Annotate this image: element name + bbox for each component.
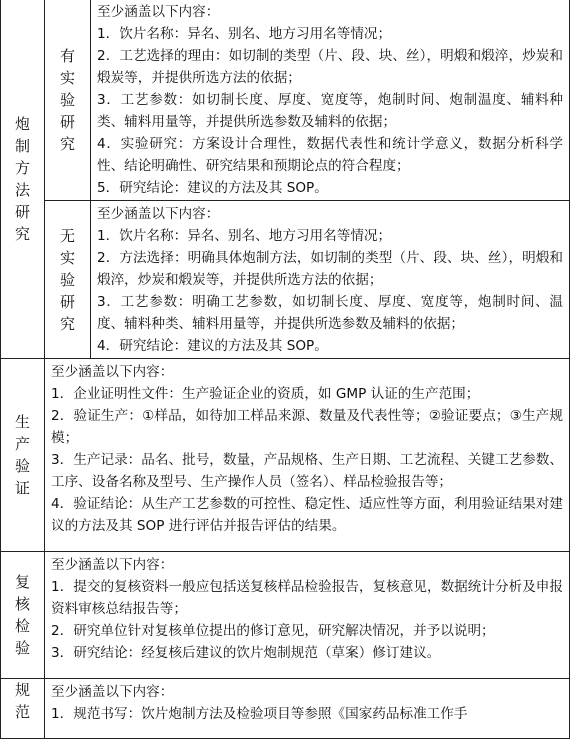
content-line: 1．饮片名称：异名、别名、地方习用名等情况；: [97, 228, 392, 244]
category-char: 证: [14, 479, 30, 497]
category-char: 核: [14, 595, 30, 613]
content-line: 至少涵盖以下内容：: [97, 206, 220, 222]
content-line: 1．规范书写：饮片炮制方法及检验项目等参照《国家药品标准工作手: [51, 706, 468, 722]
content-line: 2．验证生产：①样品，如待加工样品来源、数量及代表性等；②验证要点；③生产规模；: [51, 408, 563, 446]
category-char: 复: [14, 573, 30, 591]
subcategory-cell-with-experiment: [45, 0, 91, 201]
content-line: 2．研究单位针对复核单位提出的修订意见，研究解决情况，并予以说明；: [51, 623, 495, 639]
content-line: 至少涵盖以下内容：: [51, 364, 174, 380]
content-line: 3．研究结论：经复核后建议的饮片炮制规范（草案）修订建议。: [51, 645, 441, 661]
subcategory-cell-without-experiment: [45, 201, 91, 359]
table-row: [1, 679, 570, 739]
content-cell: [45, 552, 570, 679]
content-line: 3．生产记录：品名、批号，数量，产品规格、生产日期、工艺流程、关键工艺参数、工序、设备名称及型号、生产操作人员（签名）、样品检验报告等；: [51, 452, 563, 490]
subcategory-char: 无: [59, 226, 75, 245]
category-char: 生: [14, 413, 30, 431]
content-cell: [45, 679, 570, 739]
category-char: 检: [14, 617, 30, 635]
content-line: 1．企业证明性文件：生产验证企业的资质，如 GMP 认证的生产范围；: [51, 386, 480, 402]
subcategory-char: 验: [59, 270, 75, 289]
table-row: [1, 201, 570, 359]
content-line: 至少涵盖以下内容：: [51, 557, 174, 573]
content-cell: [91, 201, 570, 359]
category-char: 规: [14, 681, 30, 699]
subcategory-char: 研: [59, 112, 75, 131]
table-row: [1, 359, 570, 552]
category-char: 验: [14, 457, 30, 475]
content-line: 3．工艺参数：明确工艺参数，如切制长度、厚度、宽度等，炮制时间、温度、辅料种类、辅料用量等，并提供所选参数及辅料的依据；: [97, 294, 563, 332]
content-line: 1．饮片名称：异名、别名、地方习用名等情况；: [97, 26, 392, 42]
category-char: 法: [14, 180, 30, 199]
category-char: 研: [14, 202, 30, 221]
category-char: 究: [14, 224, 30, 243]
category-char: 炮: [14, 114, 30, 133]
subcategory-char: 验: [59, 90, 75, 109]
subcategory-char: 究: [59, 134, 75, 153]
category-cell-production-validation: [1, 359, 45, 552]
category-cell-processing-method: [1, 0, 45, 359]
category-char: 产: [14, 435, 30, 453]
table-row: [1, 552, 570, 679]
category-cell-specification: [1, 679, 45, 739]
subcategory-char: 究: [59, 314, 75, 333]
content-line: 5．研究结论：建议的方法及其 SOP。: [97, 180, 328, 196]
content-line: 4．实验研究：方案设计合理性，数据代表性和统计学意义，数据分析科学性、结论明确性、研究结果和预期论点的符合程度；: [97, 136, 563, 174]
content-line: 至少涵盖以下内容：: [97, 4, 220, 20]
category-char: 方: [14, 158, 30, 177]
content-line: 3．工艺参数：如切制长度、厚度、宽度等，炮制时间、炮制温度、辅料种类、辅料用量等，并提供所选参数及辅料的依据；: [97, 92, 563, 130]
content-cell: [45, 359, 570, 552]
content-line: 2．方法选择：明确具体炮制方法，如切制的类型（片、段、块、丝），明煅和煅淬，炒炭和煅炭等，并提供所选方法的依据；: [97, 250, 563, 288]
content-line: 至少涵盖以下内容：: [51, 684, 174, 700]
category-cell-review-inspection: [1, 552, 45, 679]
content-line: 2．工艺选择的理由：如切制的类型（片、段、块、丝），明煅和煅淬，炒炭和煅炭等，并提供所选方法的依据；: [97, 48, 563, 86]
category-char: 验: [14, 639, 30, 657]
subcategory-char: 实: [59, 248, 75, 267]
content-line: 4．研究结论：建议的方法及其 SOP。: [97, 338, 328, 354]
category-char: 范: [14, 703, 30, 721]
subcategory-char: 实: [59, 68, 75, 87]
content-line: 4．验证结论：从生产工艺参数的可控性、稳定性、适应性等方面，利用验证结果对建议的方法及其 SOP 进行评估并报告评估的结果。: [51, 496, 563, 534]
content-line: 1．提交的复核资料一般应包括送复核样品检验报告，复核意见，数据统计分析及申报资料审核总结报告等；: [51, 579, 563, 617]
subcategory-char: 有: [59, 46, 75, 65]
content-cell: [91, 0, 570, 201]
table-row: [1, 0, 570, 201]
category-char: 制: [14, 136, 30, 155]
subcategory-char: 研: [59, 292, 75, 311]
